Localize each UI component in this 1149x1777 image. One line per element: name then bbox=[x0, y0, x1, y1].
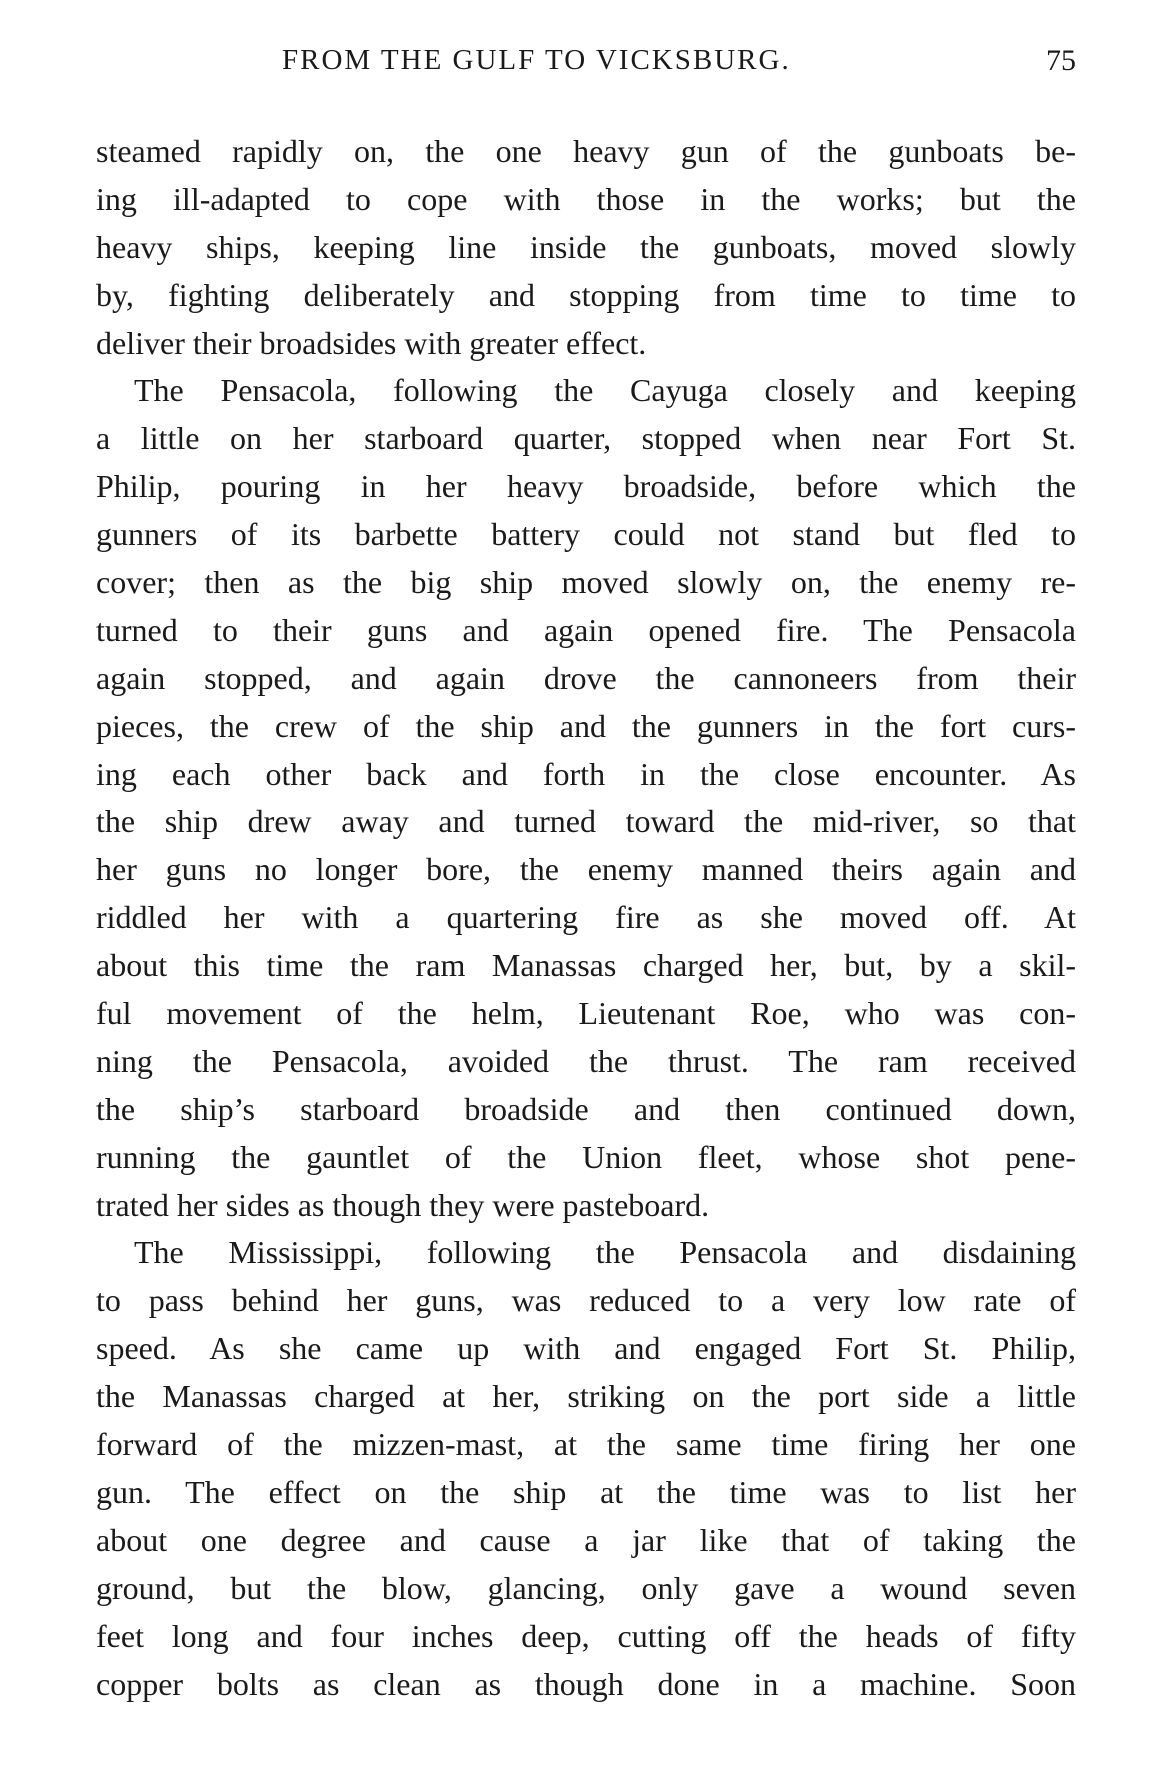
text-line: heavy ships, keeping line inside the gunboats, moved slowly bbox=[96, 228, 1076, 265]
text-line: the ship’s starboard broadside and then continued down, bbox=[96, 1090, 1076, 1127]
text-line: gunners of its barbette battery could not stand but fled to bbox=[96, 516, 1076, 553]
text-line: about one degree and cause a jar like that of taking the bbox=[96, 1521, 1076, 1558]
text-line: by, fighting deliberately and stopping from time to time to bbox=[96, 276, 1076, 313]
text-line: speed. As she came up with and engaged Fort St. Philip, bbox=[96, 1330, 1076, 1367]
text-line: forward of the mizzen-mast, at the same time firing her one bbox=[96, 1426, 1076, 1463]
page-number: 75 bbox=[1046, 44, 1076, 77]
text-line: the ship drew away and turned toward the mid-river, so that bbox=[96, 803, 1076, 840]
text-line: ing each other back and forth in the close encounter. As bbox=[96, 755, 1076, 792]
text-line: her guns no longer bore, the enemy manned theirs again and bbox=[96, 851, 1076, 888]
text-line: trated her sides as though they were pasteboard. bbox=[96, 1186, 710, 1223]
text-line: deliver their broadsides with greater effect. bbox=[96, 324, 647, 361]
text-line: cover; then as the big ship moved slowly on, the enemy re- bbox=[96, 564, 1076, 601]
text-line: about this time the ram Manassas charged her, but, by a skil- bbox=[96, 947, 1076, 984]
text-line: ful movement of the helm, Lieutenant Roe, who was con- bbox=[96, 995, 1076, 1032]
text-line: pieces, the crew of the ship and the gunners in the fort curs- bbox=[96, 707, 1076, 744]
text-line: riddled her with a quartering fire as she moved off. At bbox=[96, 899, 1076, 936]
text-line: gun. The effect on the ship at the time was to list her bbox=[96, 1473, 1076, 1510]
text-line: The Mississippi, following the Pensacola and disdaining bbox=[134, 1234, 1076, 1271]
paragraph-1 bbox=[96, 128, 1076, 367]
text-line: to pass behind her guns, was reduced to a very low rate of bbox=[96, 1282, 1076, 1319]
page-header bbox=[96, 44, 1076, 94]
text-line: ing ill-adapted to cope with those in the works; but the bbox=[96, 180, 1076, 217]
paragraph-3 bbox=[96, 1229, 1076, 1708]
text-line: the Manassas charged at her, striking on the port side a little bbox=[96, 1378, 1076, 1415]
text-line: ning the Pensacola, avoided the thrust. The ram received bbox=[96, 1042, 1076, 1079]
text-line: steamed rapidly on, the one heavy gun of the gunboats be- bbox=[96, 133, 1076, 169]
body-text bbox=[96, 128, 1076, 1708]
running-head: FROM THE GULF TO VICKSBURG. bbox=[282, 44, 791, 76]
text-line: Philip, pouring in her heavy broadside, before which the bbox=[96, 468, 1076, 505]
paragraph-2 bbox=[96, 367, 1076, 1229]
text-line: a little on her starboard quarter, stopped when near Fort St. bbox=[96, 420, 1076, 457]
text-line: ground, but the blow, glancing, only gave a wound seven bbox=[96, 1569, 1076, 1606]
text-line: turned to their guns and again opened fire. The Pensacola bbox=[96, 611, 1076, 648]
text-line: copper bolts as clean as though done in a machine. Soon bbox=[96, 1665, 1076, 1702]
text-line: feet long and four inches deep, cutting off the heads of fifty bbox=[96, 1617, 1076, 1654]
text-line: running the gauntlet of the Union fleet, whose shot pene- bbox=[96, 1138, 1076, 1175]
text-line: The Pensacola, following the Cayuga closely and keeping bbox=[134, 372, 1076, 409]
text-line: again stopped, and again drove the cannoneers from their bbox=[96, 659, 1076, 696]
